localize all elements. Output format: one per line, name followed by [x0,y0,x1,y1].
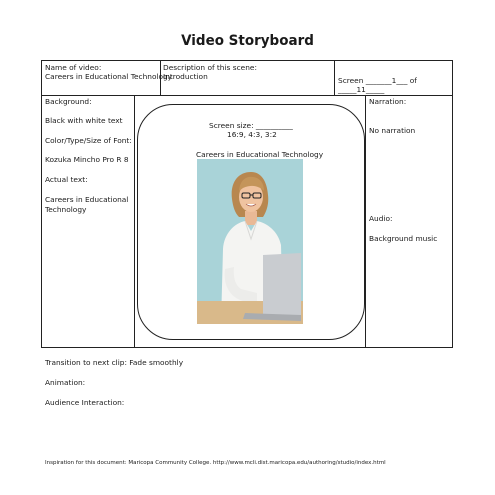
screen-size-options: 16:9, 4:3, 3:2 [227,130,277,139]
table-border-left [41,60,42,348]
inspiration-note: Inspiration for this document: Maricopa Community College. http://www.mcli.dist.maricopa.edu/authoring/studio/index.html [45,460,386,466]
animation-field: Animation: [45,378,86,387]
transition-field: Transition to next clip: Fade smoothly [45,358,184,367]
audio-label: Audio: [369,214,393,223]
page-title: Video Storyboard [181,33,314,49]
screen-caption: Careers in Educational Technology [196,150,324,159]
actual-text-label: Actual text: [45,175,88,184]
video-name-label: Name of video: [45,63,102,72]
header-row-divider [41,95,453,96]
header-col-divider-2 [334,60,335,96]
table-border-bottom [41,347,453,348]
scene-description-label: Description of this scene: [163,63,257,72]
background-value: Black with white text [45,116,123,125]
woman-with-laptop-image [197,159,303,324]
font-value: Kozuka Mincho Pro R 8 [45,155,129,164]
screen-number-line1: Screen _______1___ of [338,76,417,85]
scene-description-value: Introduction [163,72,208,81]
narration-label: Narration: [369,97,407,106]
audio-value: Background music [369,234,438,243]
actual-text-line1: Careers in Educational [45,195,129,204]
table-border-top [41,60,453,61]
body-col-divider-left [134,95,135,348]
scene-photo [197,159,303,324]
background-label: Background: [45,97,92,106]
screen-number-line2: _____11_____ [338,85,385,94]
table-border-right [452,60,453,348]
video-name-value: Careers in Educational Technology [45,72,173,81]
font-label: Color/Type/Size of Font: [45,136,132,145]
audience-interaction-field: Audience Interaction: [45,398,125,407]
body-col-divider-right [365,95,366,348]
screen-size-label: Screen size: __________ [209,121,293,130]
narration-value: No narration [369,126,416,135]
actual-text-line2: Technology [45,205,87,214]
